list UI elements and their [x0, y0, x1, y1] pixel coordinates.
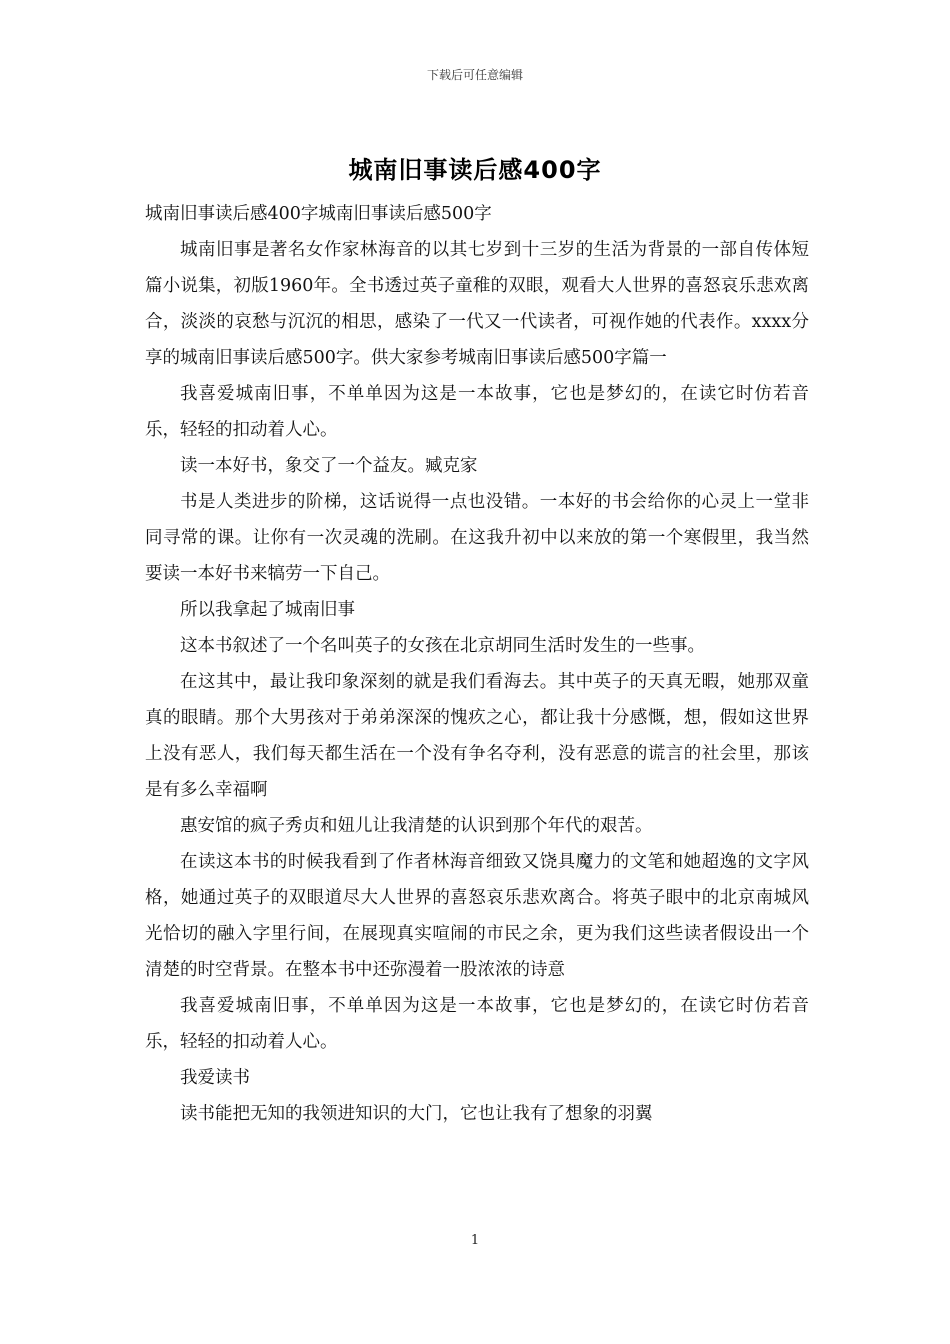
paragraph: 读书能把无知的我领进知识的大门，它也让我有了想象的羽翼	[180, 1104, 653, 1124]
header-note: 下载后可任意编辑	[426, 68, 523, 82]
document-body	[145, 196, 809, 1132]
paragraph: 在这其中，最让我印象深刻的就是我们看海去。其中英子的天真无暇，她那双童真的眼睛。那个大男孩对于弟弟深深的愧疚之心，都让我十分感慨，想，假如这世界上没有恶人，我们每天都生活在一个没有争名夺利，没有恶意的谎言的社会里，那该是有多么幸福啊	[145, 672, 809, 800]
document-title: 城南旧事读后感400字	[348, 156, 602, 184]
paragraph: 在读这本书的时候我看到了作者林海音细致又饶具魔力的文笔和她超逸的文字风格，她通过英子的双眼道尽大人世界的喜怒哀乐悲欢离合。将英子眼中的北京南城风光恰切的融入字里行间，在展现真实喧闹的市民之余，更为我们这些读者假设出一个清楚的时空背景。在整本书中还弥漫着一股浓浓的诗意	[145, 852, 809, 980]
paragraph: 惠安馆的疯子秀贞和妞儿让我清楚的认识到那个年代的艰苦。	[180, 816, 653, 836]
paragraph: 城南旧事读后感400字城南旧事读后感500字	[145, 204, 492, 224]
page-number: 1	[470, 1233, 480, 1248]
paragraph: 城南旧事是著名女作家林海音的以其七岁到十三岁的生活为背景的一部自传体短篇小说集，初版1960年。全书透过英子童稚的双眼，观看大人世界的喜怒哀乐悲欢离合，淡淡的哀愁与沉沉的相思，感染了一代又一代读者，可视作她的代表作。xxxx分享的城南旧事读后感500字。供大家参考城南旧事读后感500字篇一	[145, 240, 809, 368]
paragraph: 书是人类进步的阶梯，这话说得一点也没错。一本好的书会给你的心灵上一堂非同寻常的课。让你有一次灵魂的洗刷。在这我升初中以来放的第一个寒假里，我当然要读一本好书来犒劳一下自己。	[145, 492, 809, 584]
paragraph: 所以我拿起了城南旧事	[180, 600, 355, 620]
paragraph: 这本书叙述了一个名叫英子的女孩在北京胡同生活时发生的一些事。	[180, 636, 705, 656]
paragraph: 我喜爱城南旧事，不单单因为这是一本故事，它也是梦幻的，在读它时仿若音乐，轻轻的扣动着人心。	[145, 996, 809, 1052]
paragraph: 读一本好书，象交了一个益友。臧克家	[180, 456, 478, 476]
paragraph: 我喜爱城南旧事，不单单因为这是一本故事，它也是梦幻的，在读它时仿若音乐，轻轻的扣动着人心。	[145, 384, 809, 440]
paragraph: 我爱读书	[180, 1068, 250, 1088]
